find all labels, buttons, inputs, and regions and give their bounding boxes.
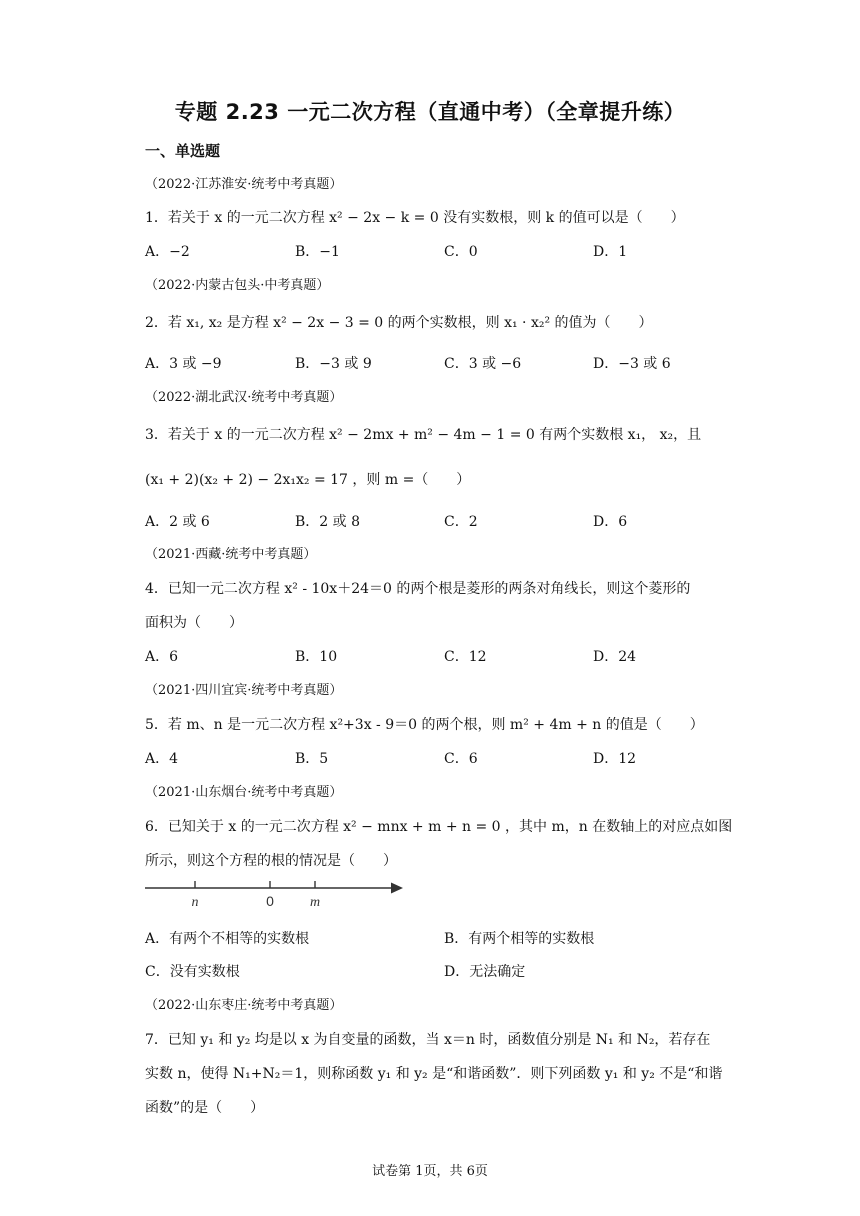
option-a[interactable]: A．有两个不相等的实数根 xyxy=(145,931,310,947)
option-d[interactable]: D．6 xyxy=(593,514,628,530)
option-b[interactable]: B．有两个相等的实数根 xyxy=(444,931,595,947)
question-6-text-line-2: 所示，则这个方程的根的情况是（ ） xyxy=(145,853,397,869)
question-4-source: （2021·西藏·统考中考真题） xyxy=(145,547,317,562)
question-2-text: 2．若 x₁, x₂ 是方程 x² − 2x − 3 = 0 的两个实数根，则 x₁ · x₂² 的值为（ ） xyxy=(145,315,653,331)
label-n: n xyxy=(191,895,199,910)
question-1-text: 1．若关于 x 的一元二次方程 x² − 2x − k = 0 没有实数根，则 k 的值可以是（ ） xyxy=(145,210,685,226)
page-footer: 试卷第 1页，共 6页 xyxy=(372,1164,488,1179)
option-d[interactable]: D．24 xyxy=(593,649,637,665)
label-zero: 0 xyxy=(266,893,274,909)
option-a[interactable]: A．6 xyxy=(145,649,179,665)
number-line-figure xyxy=(145,875,410,911)
question-1-options xyxy=(145,242,745,262)
option-c[interactable]: C．3 或 −6 xyxy=(444,356,522,372)
question-3-source: （2022·湖北武汉·统考中考真题） xyxy=(145,390,343,405)
option-d[interactable]: D．−3 或 6 xyxy=(593,356,671,372)
option-b[interactable]: B．10 xyxy=(295,649,338,665)
option-a[interactable]: A．−2 xyxy=(145,244,190,260)
question-1-source: （2022·江苏淮安·统考中考真题） xyxy=(145,177,343,192)
arrow-right-icon xyxy=(391,883,403,894)
option-c[interactable]: C．6 xyxy=(444,751,478,767)
option-a[interactable]: A．2 或 6 xyxy=(145,514,210,530)
page-title: 专题 2.23 一元二次方程（直通中考）（全章提升练） xyxy=(174,100,686,124)
option-a[interactable]: A．3 或 −9 xyxy=(145,356,222,372)
option-a[interactable]: A．4 xyxy=(145,751,179,767)
option-c[interactable]: C．12 xyxy=(444,649,487,665)
question-3-options xyxy=(145,512,745,532)
option-b[interactable]: B．5 xyxy=(295,751,329,767)
question-2-options xyxy=(145,354,745,374)
option-b[interactable]: B．−3 或 9 xyxy=(295,356,372,372)
question-7-text-line-1: 7．已知 y₁ 和 y₂ 均是以 x 为自变量的函数，当 x＝n 时，函数值分别是 N₁ 和 N₂，若存在 xyxy=(145,1032,711,1048)
question-4-text-line-1: 4．已知一元二次方程 x² - 10x＋24＝0 的两个根是菱形的两条对角线长，则这个菱形的 xyxy=(145,581,691,597)
option-c[interactable]: C．2 xyxy=(444,514,478,530)
question-7-text-line-2: 实数 n，使得 N₁+N₂＝1，则称函数 y₁ 和 y₂ 是“和谐函数”．则下列函数 y₁ 和 y₂ 不是“和谐 xyxy=(145,1066,723,1082)
option-d[interactable]: D．无法确定 xyxy=(444,964,526,980)
option-c[interactable]: C．没有实数根 xyxy=(145,964,240,980)
question-4-text-line-2: 面积为（ ） xyxy=(145,615,243,631)
question-7-text-line-3: 函数”的是（ ） xyxy=(145,1100,265,1116)
question-2-source: （2022·内蒙古包头·中考真题） xyxy=(145,278,330,293)
question-5-source: （2021·四川宜宾·统考中考真题） xyxy=(145,683,343,698)
question-3-text-line-1: 3．若关于 x 的一元二次方程 x² − 2mx + m² − 4m − 1 = 0 有两个实数根 x₁， x₂，且 xyxy=(145,427,702,443)
option-d[interactable]: D．12 xyxy=(593,751,637,767)
question-5-text: 5．若 m、n 是一元二次方程 x²+3x - 9＝0 的两个根，则 m² + 4m + n 的值是（ ） xyxy=(145,717,704,733)
question-6-text-line-1: 6．已知关于 x 的一元二次方程 x² − mnx + m + n = 0 ，其中 m，n 在数轴上的对应点如图 xyxy=(145,819,733,835)
question-3-text-line-2: (x₁ + 2)(x₂ + 2) − 2x₁x₂ = 17 ，则 m =（ ） xyxy=(145,472,471,488)
option-b[interactable]: B．−1 xyxy=(295,244,340,260)
question-6-options-row-1 xyxy=(145,929,745,949)
question-6-options-row-2 xyxy=(145,962,745,982)
section-heading: 一、单选题 xyxy=(145,142,221,160)
label-m: m xyxy=(309,895,321,910)
option-b[interactable]: B．2 或 8 xyxy=(295,514,361,530)
question-4-options xyxy=(145,647,745,667)
question-5-options xyxy=(145,749,745,769)
question-7-source: （2022·山东枣庄·统考中考真题） xyxy=(145,998,343,1013)
option-d[interactable]: D．1 xyxy=(593,244,628,260)
question-6-source: （2021·山东烟台·统考中考真题） xyxy=(145,785,343,800)
option-c[interactable]: C．0 xyxy=(444,244,478,260)
